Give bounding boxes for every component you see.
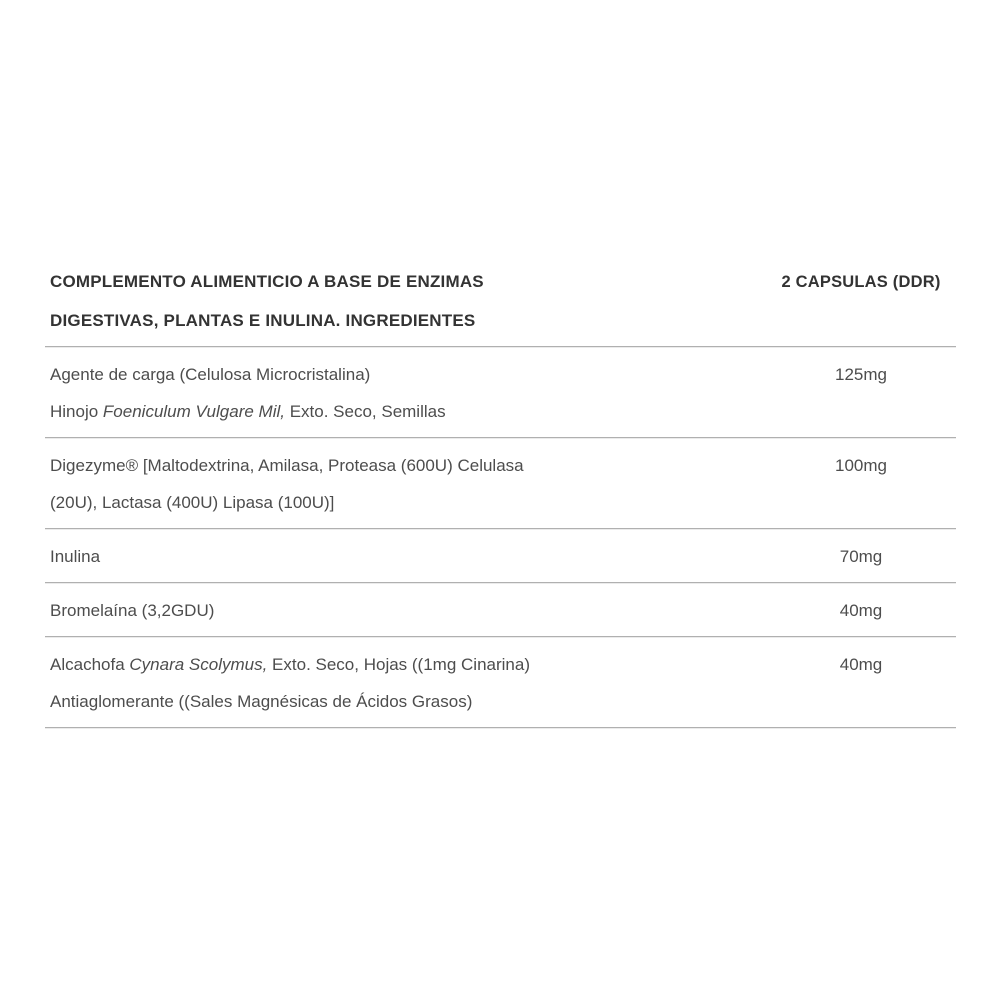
table-title — [50, 272, 484, 331]
ingredient-amount: 40mg — [839, 655, 883, 674]
text-segment: Digezyme® [Maltodextrina, Amilasa, Proteasa (600U) Celulasa — [50, 456, 524, 475]
text-segment-italic: Foeniculum Vulgare Mil, — [102, 402, 285, 421]
text-segment: (20U), Lactasa (400U) Lipasa (100U)] — [50, 493, 335, 512]
text-segment: Inulina — [50, 547, 101, 566]
ingredient-amount: 125mg — [835, 365, 887, 384]
ingredient-name — [50, 365, 370, 385]
ingredient-name — [50, 547, 100, 567]
ingredient-name-continued — [50, 692, 472, 712]
divider — [45, 582, 956, 583]
text-segment: Exto. Seco, Semillas — [284, 402, 446, 421]
ingredient-amount: 40mg — [839, 601, 883, 620]
ingredient-row-alcachofa — [45, 655, 956, 728]
ingredient-row-bromelaina — [45, 601, 956, 637]
text-segment-italic: Cynara Scolymus, — [129, 655, 268, 674]
ingredient-row-agente-de-carga — [45, 365, 956, 438]
table-title-line1: COMPLEMENTO ALIMENTICIO A BASE DE ENZIMAS — [50, 272, 484, 291]
text-segment: Bromelaína (3,2GDU) — [50, 601, 215, 620]
text-segment: Hinojo — [50, 402, 103, 421]
divider — [45, 727, 956, 728]
ingredient-name-continued — [50, 402, 446, 422]
table-header — [45, 272, 956, 331]
divider — [45, 528, 956, 529]
divider — [45, 437, 956, 438]
text-segment: Exto. Seco, Hojas ((1mg Cinarina) — [267, 655, 530, 674]
table-title-line2: DIGESTIVAS, PLANTAS E INULINA. INGREDIENTES — [50, 311, 476, 330]
ingredient-row-inulina — [45, 547, 956, 583]
ingredient-row-digezyme — [45, 456, 956, 529]
ingredient-amount: 100mg — [835, 456, 887, 475]
text-segment: Antiaglomerante ((Sales Magnésicas de Ácidos Grasos) — [50, 692, 473, 711]
divider — [45, 346, 956, 347]
ingredient-name — [50, 601, 214, 621]
ingredients-table — [45, 0, 956, 728]
text-segment: Alcachofa — [50, 655, 130, 674]
serving-column-header: 2 CAPSULAS (DDR) — [781, 273, 941, 291]
ingredient-name-continued — [50, 493, 334, 513]
ingredient-name — [50, 456, 524, 476]
text-segment: Agente de carga (Celulosa Microcristalina) — [50, 365, 371, 384]
ingredient-amount: 70mg — [839, 547, 883, 566]
divider — [45, 636, 956, 637]
ingredient-name — [50, 655, 530, 675]
